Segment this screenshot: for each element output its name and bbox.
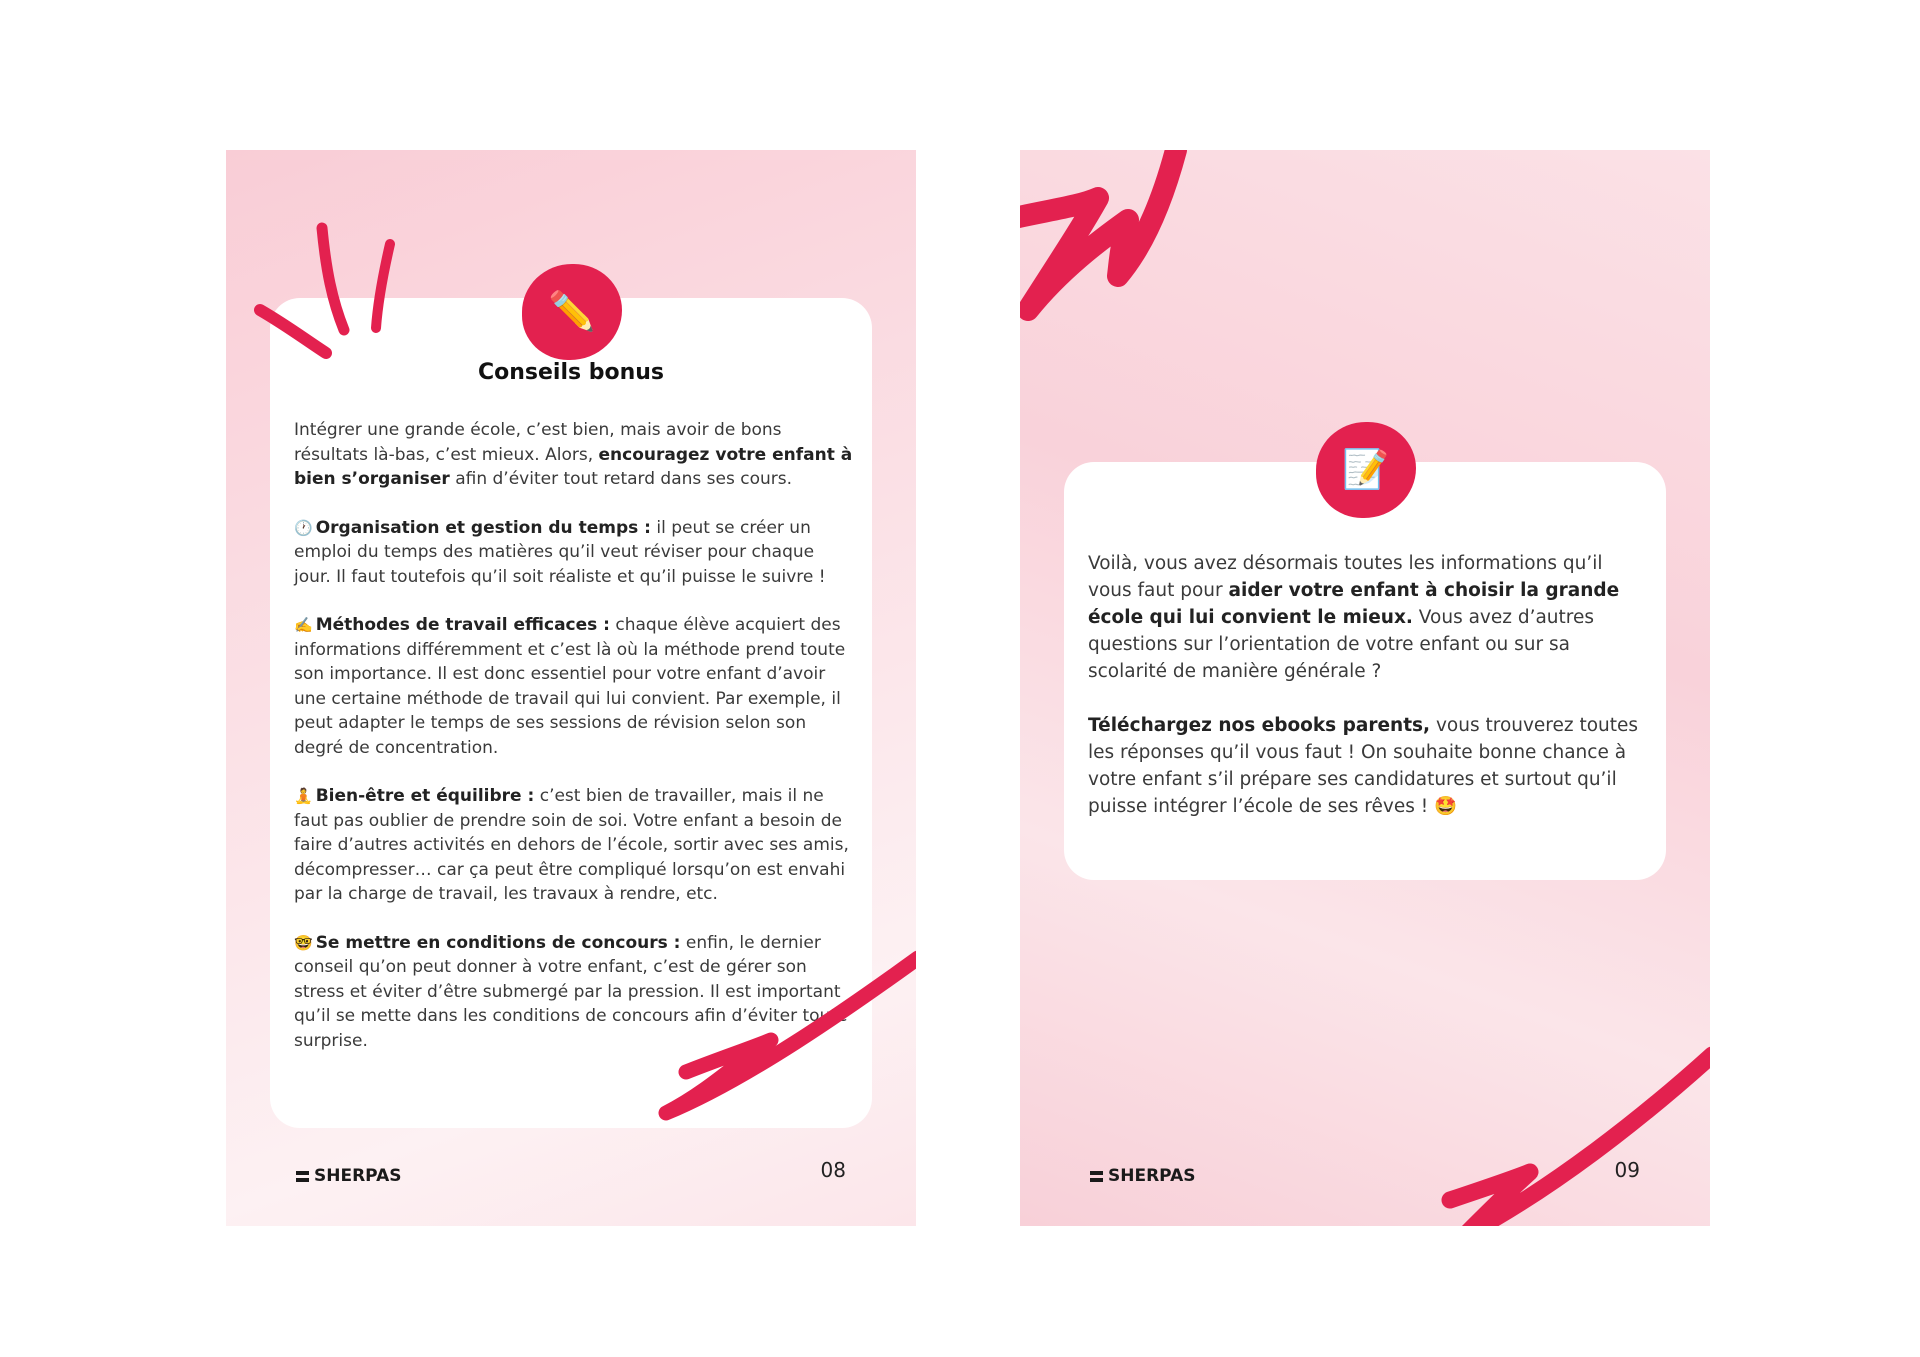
sherpas-logo <box>296 1166 401 1186</box>
intro-text-end: afin d’éviter tout retard dans ses cours. <box>449 469 793 489</box>
sherpas-mark-icon <box>1090 1171 1103 1182</box>
memo-emoji: 📝 <box>1342 449 1390 491</box>
page-number: 09 <box>1614 1158 1640 1182</box>
tip-text: enfin, le dernier conseil qu’on peut donner à votre enfant, c’est de gérer son stress et éviter d’être submergé par la pression. Il est important qu’il se mette dans les conditions de concours afin d’éviter toute surprise. <box>294 932 848 1051</box>
nerd-face-icon: 🤓 <box>294 933 313 952</box>
tip-paragraph <box>294 516 854 590</box>
conclusion-text: Voilà, vous avez désormais toutes les informations qu’il vous faut pour <box>1088 553 1603 601</box>
brand-name: SHERPAS <box>1108 1166 1196 1186</box>
pencil-emoji: ✏️ <box>548 291 596 333</box>
writing-hand-icon: ✍️ <box>294 616 313 634</box>
intro-bold: encouragez votre enfant à bien s’organiser <box>294 444 853 489</box>
conclusion-body <box>1088 550 1648 847</box>
download-bold: Téléchargez nos ebooks parents, <box>1088 715 1431 736</box>
tip-text: c’est bien de travailler, mais il ne faut pas oublier de prendre soin de soi. Votre enfant a besoin de faire d’autres activités en dehors de l’école, sortir avec ses amis, décompresser… car ça peut être compliqué lorsqu’on est envahi par la charge de travail, les travaux à rendre, etc. <box>294 786 849 904</box>
tip-heading: Méthodes de travail efficaces : <box>315 615 610 635</box>
tip-heading: Se mettre en conditions de concours : <box>315 932 681 953</box>
conclusion-text-end: Vous avez d’autres questions sur l’orientation de votre enfant ou sur sa scolarité de manière générale ? <box>1088 607 1595 682</box>
tips-body <box>294 418 854 1077</box>
download-text: vous trouverez toutes les réponses qu’il vous faut ! On souhaite bonne chance à votre enfant s’il prépare ses candidatures et surtout qu’il puisse intégrer l’école de ses rêves ! <box>1088 715 1639 817</box>
star-struck-icon: 🤩 <box>1434 796 1458 817</box>
tip-text: il peut se créer un emploi du temps des matières qu’il veut réviser pour chaque jour. Il faut toutefois qu’il soit réaliste et qu’il puisse le suivre ! <box>294 517 826 587</box>
zigzag-stroke-top <box>1020 150 1176 310</box>
page-08 <box>226 150 916 1226</box>
tip-paragraph <box>294 931 854 1054</box>
tip-heading: Organisation et gestion du temps : <box>315 517 651 538</box>
card-title: Conseils bonus <box>477 360 665 385</box>
tip-text: chaque élève acquiert des informations différemment et c’est là où la méthode prend toute son importance. Il est donc essentiel pour votre enfant d’avoir une certaine méthode de travail qui lui convient. Par exemple, il peut adapter le temps de ses sessions de révision selon son degré de concentration. <box>294 615 846 758</box>
brand-name: SHERPAS <box>314 1166 402 1186</box>
clock-icon: 🕐 <box>294 518 313 537</box>
page-09 <box>1020 150 1710 1226</box>
sherpas-logo <box>1090 1166 1195 1186</box>
tip-heading: Bien-être et équilibre : <box>315 786 535 806</box>
meditation-icon: 🧘 <box>294 787 313 805</box>
tip-paragraph <box>294 613 854 760</box>
conclusion-paragraph <box>1088 550 1648 685</box>
conclusion-bold: aider votre enfant à choisir la grande école qui lui convient le mieux. <box>1088 580 1620 628</box>
page-number: 08 <box>820 1158 846 1182</box>
download-paragraph <box>1088 712 1648 820</box>
zigzag-stroke-bottom <box>1450 1055 1710 1226</box>
intro-text: Intégrer une grande école, c’est bien, mais avoir de bons résultats là-bas, c’est mieux. Alors, <box>294 420 782 465</box>
tip-paragraph <box>294 784 854 907</box>
intro-paragraph <box>294 418 854 492</box>
sherpas-mark-icon <box>296 1171 309 1182</box>
